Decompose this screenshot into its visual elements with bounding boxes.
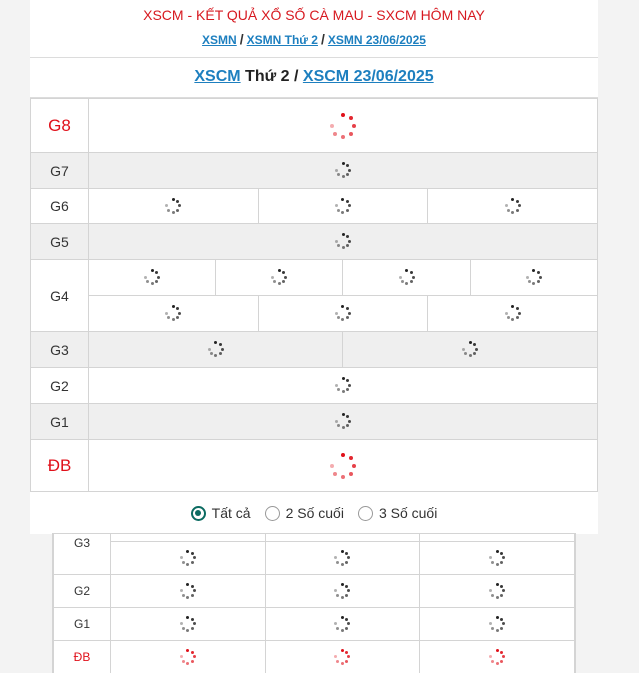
filter-label: 3 Số cuối: [378, 505, 438, 521]
filter-option-all[interactable]: [191, 505, 251, 521]
loading-spinner-icon: [334, 550, 350, 566]
prize-label-g5: G5: [31, 224, 89, 260]
secondary-value-g1: [420, 608, 575, 641]
loading-spinner-icon: [335, 198, 351, 214]
prize-value-g4: [258, 296, 428, 332]
loading-spinner-icon: [180, 583, 196, 599]
secondary-results-table: [53, 533, 575, 673]
prize-row-g2: [31, 368, 598, 404]
loading-spinner-icon: [180, 616, 196, 632]
subtitle-separator: /: [293, 68, 299, 85]
prize-value-g1: [89, 404, 598, 440]
secondary-row-g3: [54, 534, 575, 542]
breadcrumb-separator: /: [320, 31, 325, 47]
breadcrumb-separator: /: [239, 31, 244, 47]
loading-spinner-icon: [208, 341, 224, 357]
filter-label: 2 Số cuối: [285, 505, 344, 521]
secondary-value-db: [420, 641, 575, 673]
secondary-value-g3: [265, 534, 420, 542]
secondary-value-g2: [111, 575, 266, 608]
prize-value-g3: [89, 332, 343, 368]
prize-row-g4: [31, 260, 598, 296]
loading-spinner-icon: [180, 550, 196, 566]
breadcrumb-link-xsmn-thu-2[interactable]: XSMN Thứ 2: [246, 33, 318, 47]
loading-spinner-icon: [505, 305, 521, 321]
prize-label-g4: G4: [31, 260, 89, 332]
digit-filter: [30, 492, 598, 534]
breadcrumb: [30, 32, 598, 48]
secondary-row-g1: [54, 608, 575, 641]
filter-option-3-digits[interactable]: [358, 505, 437, 521]
secondary-label-g1: G1: [54, 608, 111, 641]
secondary-value-g3: [420, 534, 575, 542]
secondary-row-g3: [54, 542, 575, 575]
prize-row-g3: [31, 332, 598, 368]
prize-value-g3: [343, 332, 598, 368]
prize-label-g7: G7: [31, 153, 89, 189]
loading-spinner-icon: [526, 269, 542, 285]
filter-label: Tất cả: [211, 505, 251, 521]
secondary-value-db: [111, 641, 266, 673]
loading-spinner-icon: [330, 113, 356, 139]
loading-spinner-icon: [144, 269, 160, 285]
prize-row-g8: [31, 99, 598, 153]
prize-label-g1: G1: [31, 404, 89, 440]
loading-spinner-icon: [180, 649, 196, 665]
secondary-value-g3: [265, 542, 420, 575]
loading-spinner-icon: [334, 616, 350, 632]
radio-icon[interactable]: [358, 506, 373, 521]
loading-spinner-icon: [335, 233, 351, 249]
prize-label-g8: G8: [31, 99, 89, 153]
page-title: XSCM - KẾT QUẢ XỔ SỐ CÀ MAU - SXCM HÔM NAY: [143, 7, 485, 23]
prize-value-g4: [343, 260, 470, 296]
prize-value-g6: [428, 189, 598, 224]
secondary-value-g2: [420, 575, 575, 608]
prize-row-g4: [31, 296, 598, 332]
secondary-label-db: ĐB: [54, 641, 111, 673]
loading-spinner-icon: [334, 649, 350, 665]
breadcrumb-link-xsmn[interactable]: XSMN: [202, 33, 237, 47]
prize-row-g6: [31, 189, 598, 224]
prize-value-g6: [258, 189, 428, 224]
breadcrumb-link-xsmn-date[interactable]: XSMN 23/06/2025: [327, 33, 426, 47]
prize-label-g3: G3: [31, 332, 89, 368]
subtitle-day: Thứ 2: [245, 68, 290, 85]
secondary-value-g3: [420, 542, 575, 575]
prize-row-g7: [31, 153, 598, 189]
radio-icon[interactable]: [265, 506, 280, 521]
secondary-label-g3: G3: [54, 534, 111, 575]
prize-label-db: ĐB: [31, 440, 89, 492]
prize-value-g4: [470, 260, 597, 296]
prize-value-g4: [89, 296, 259, 332]
results-table: [30, 98, 598, 492]
prize-value-g7: [89, 153, 598, 189]
loading-spinner-icon: [335, 377, 351, 393]
loading-spinner-icon: [271, 269, 287, 285]
prize-value-g2: [89, 368, 598, 404]
loading-spinner-icon: [165, 305, 181, 321]
secondary-value-g1: [111, 608, 266, 641]
loading-spinner-icon: [489, 550, 505, 566]
secondary-value-g1: [265, 608, 420, 641]
secondary-row-g2: [54, 575, 575, 608]
prize-label-g6: G6: [31, 189, 89, 224]
prize-value-g8: [89, 99, 598, 153]
loading-spinner-icon: [489, 649, 505, 665]
secondary-value-g3: [111, 534, 266, 542]
loading-spinner-icon: [334, 583, 350, 599]
subtitle-link-xscm[interactable]: XSCM: [194, 68, 241, 85]
prize-value-g4: [216, 260, 343, 296]
results-panel: [30, 0, 598, 534]
filter-option-2-digits[interactable]: [265, 505, 344, 521]
secondary-label-g2: G2: [54, 575, 111, 608]
prize-label-g2: G2: [31, 368, 89, 404]
loading-spinner-icon: [462, 341, 478, 357]
prize-value-db: [89, 440, 598, 492]
prize-value-g6: [89, 189, 259, 224]
prize-row-g1: [31, 404, 598, 440]
loading-spinner-icon: [165, 198, 181, 214]
prize-value-g4: [428, 296, 598, 332]
loading-spinner-icon: [335, 162, 351, 178]
loading-spinner-icon: [399, 269, 415, 285]
loading-spinner-icon: [335, 305, 351, 321]
page-header: [30, 0, 598, 58]
secondary-row-db: [54, 641, 575, 673]
results-title: [30, 58, 598, 98]
loading-spinner-icon: [330, 453, 356, 479]
secondary-value-g3: [111, 542, 266, 575]
prize-value-g5: [89, 224, 598, 260]
prize-row-g5: [31, 224, 598, 260]
loading-spinner-icon: [505, 198, 521, 214]
loading-spinner-icon: [489, 583, 505, 599]
secondary-results-panel: [52, 533, 576, 673]
prize-row-db: [31, 440, 598, 492]
subtitle-link-date[interactable]: XSCM 23/06/2025: [302, 68, 434, 85]
prize-value-g4: [89, 260, 216, 296]
secondary-value-g2: [265, 575, 420, 608]
radio-checked-icon[interactable]: [191, 506, 206, 521]
secondary-value-db: [265, 641, 420, 673]
loading-spinner-icon: [335, 413, 351, 429]
loading-spinner-icon: [489, 616, 505, 632]
